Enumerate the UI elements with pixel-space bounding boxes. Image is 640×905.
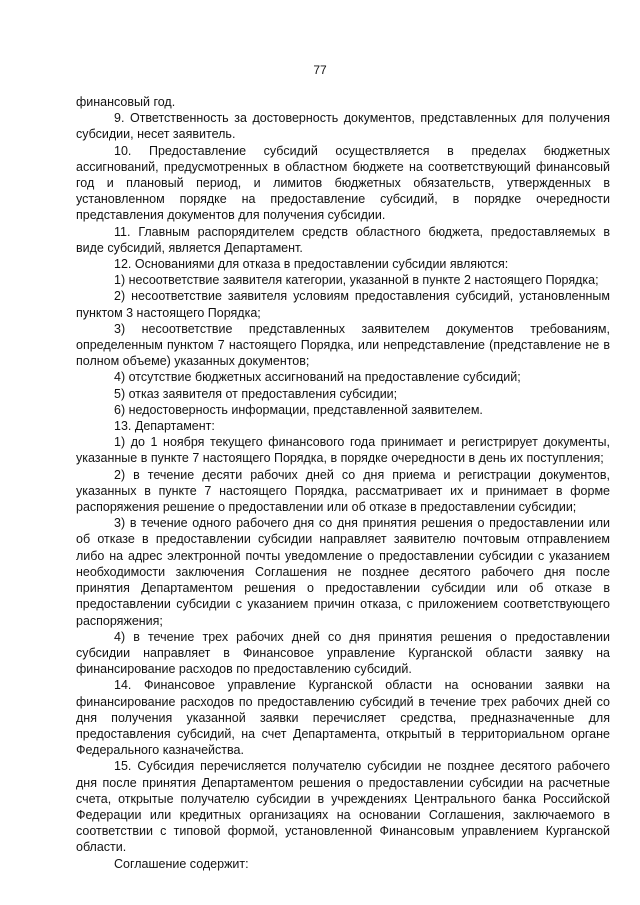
paragraph: 12. Основаниями для отказа в предоставлении субсидии являются:: [114, 257, 509, 272]
document-body: [76, 94, 610, 872]
paragraph: 1) несоответствие заявителя категории, указанной в пункте 2 настоящего Порядка;: [114, 273, 599, 288]
paragraph: 5) отказ заявителя от предоставления субсидии;: [114, 386, 398, 401]
paragraph: 1) до 1 ноября текущего финансового года принимает и регистрирует документы, указанные в пункте 7 настоящего Порядка, в порядке очередности в день их поступления;: [76, 435, 610, 466]
paragraph: 2) несоответствие заявителя условиям предоставления субсидий, установленным пунктом 3 настоящего Порядка;: [76, 289, 610, 320]
paragraph: 9. Ответственность за достоверность документов, представленных для получения субсидии, несет заявитель.: [76, 111, 610, 142]
paragraph: 3) несоответствие представленных заявителем документов требованиям, определенным пунктом 7 настоящего Порядка, или непредставление (представление не в полном объеме) указанных документов;: [76, 321, 610, 369]
paragraph: 4) в течение трех рабочих дней со дня принятия решения о предоставлении субсидии направляет в Финансовое управление Курганской области заявку на финансирование расходов по предоставлению субсидий.: [76, 629, 610, 677]
paragraph: 2) в течение десяти рабочих дней со дня приема и регистрации документов, указанных в пункте 7 настоящего Порядка, рассматривает их и принимает в форме распоряжения решение о предоставлении или об отказе в предоставлении субсидии;: [76, 467, 610, 515]
page-number: 77: [313, 63, 327, 77]
paragraph: 15. Субсидия перечисляется получателю субсидии не позднее десятого рабочего дня после принятия Департаментом решения о предоставлении субсидии на расчетные счета, открытые получателю субсидии в учреждениях Центрального банка Российской Федерации или кредитных организациях на основании Соглашения, заключаемого в соответствии с типовой формой, установленной Финансовым управлением Курганской области.: [76, 759, 610, 855]
paragraph: Соглашение содержит:: [114, 856, 249, 871]
paragraph: 3) в течение одного рабочего дня со дня принятия решения о предоставлении или об отказе в предоставлении субсидии направляет заявителю почтовым отправлением либо на адрес электронной почты уведомление о предоставлении субсидии с указанием необходимости заключения Соглашения не позднее десятого рабочего дня после принятия Департаментом решения о предоставлении субсидии или об отказе в предоставлении субсидии с указанием причин отказа, с приложением соответствующего распоряжения;: [76, 516, 610, 628]
paragraph: 13. Департамент:: [114, 419, 215, 434]
paragraph: 11. Главным распорядителем средств областного бюджета, предоставляемых в виде субсидий, является Департамент.: [76, 224, 610, 255]
paragraph: 6) недостоверность информации, представленной заявителем.: [114, 402, 483, 417]
paragraph: 14. Финансовое управление Курганской области на основании заявки на финансирование расходов по предоставлению субсидий в течение трех рабочих дней со дня получения указанной заявки перечисляет средства, предназначенные для предоставления субсидий, на счет Департамента, открытый в территориальном органе Федерального казначейства.: [76, 678, 610, 758]
paragraph: 10. Предоставление субсидий осуществляется в пределах бюджетных ассигнований, предусмотренных в областном бюджете на соответствующий финансовый год и плановый период, и лимитов бюджетных обязательств, утвержденных в установленном порядке на предоставление субсидий, в порядке очередности представления документов для получения субсидии.: [76, 143, 610, 223]
paragraph: 4) отсутствие бюджетных ассигнований на предоставление субсидий;: [114, 370, 521, 385]
paragraph: финансовый год.: [76, 95, 176, 109]
